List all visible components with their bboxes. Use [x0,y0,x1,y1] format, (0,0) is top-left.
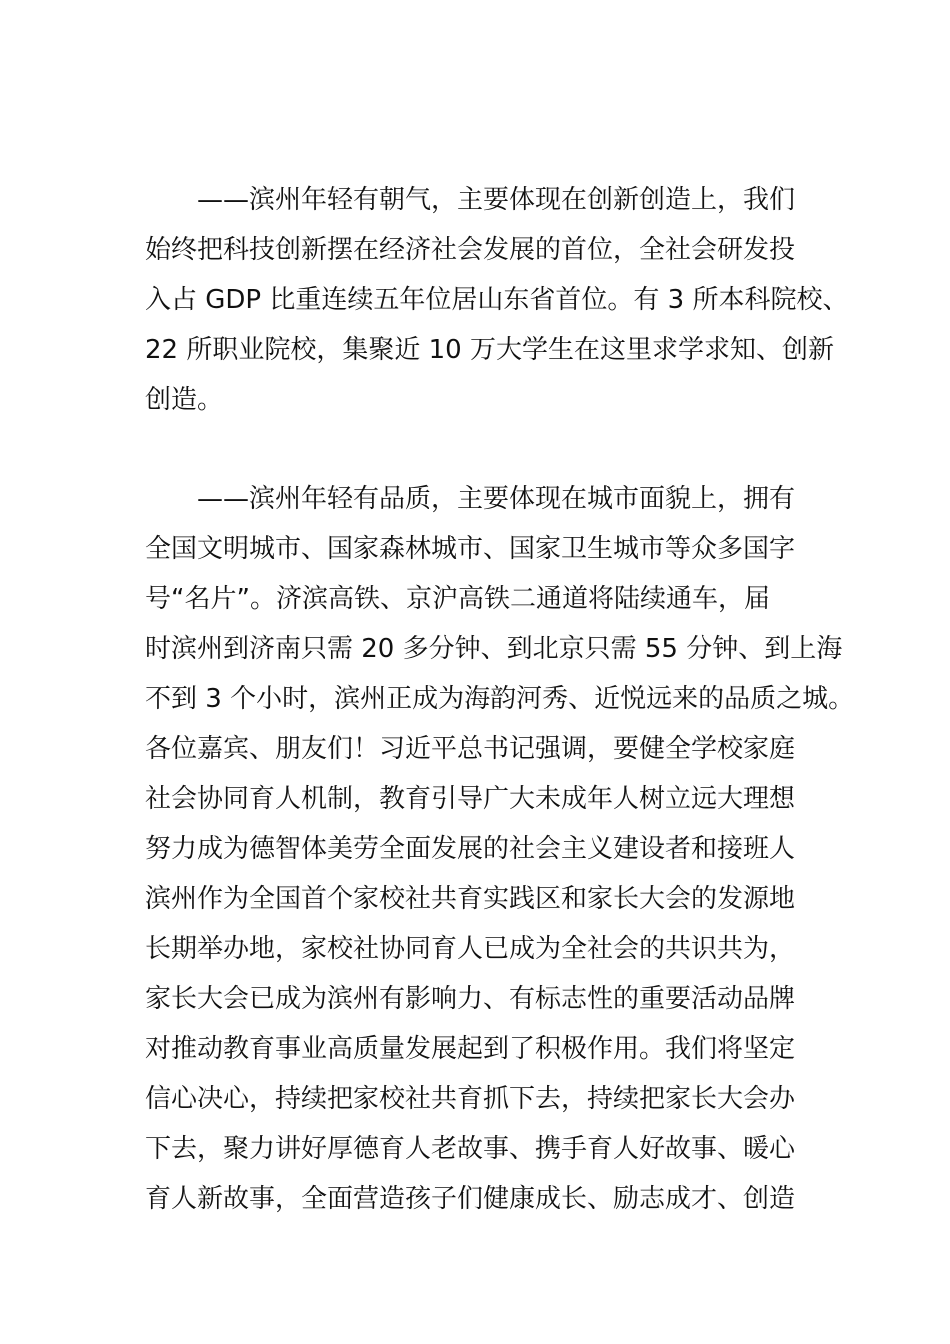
paragraph-1-line-5: 创造。 [145,385,224,415]
paragraph-2-line-8: 努力成为德智体美劳全面发展的社会主义建设者和接班人 [145,834,796,864]
paragraph-2-line-6: 各位嘉宾、朋友们！习近平总书记强调，要健全学校家庭 [145,734,796,764]
paragraph-2-line-5: 不到 3 个小时，滨州正成为海韵河秀、近悦远来的品质之城。 [145,684,855,714]
paragraph-2-line-12: 对推动教育事业高质量发展起到了积极作用。我们将坚定 [145,1034,796,1064]
paragraph-1-line-2: 始终把科技创新摆在经济社会发展的首位，全社会研发投 [145,235,796,265]
paragraph-2-line-15: 育人新故事，全面营造孩子们健康成长、励志成才、创造 [145,1184,796,1214]
paragraph-2-line-7: 社会协同育人机制，教育引导广大未成年人树立远大理想 [145,784,796,814]
paragraph-1-line-1: ——滨州年轻有朝气，主要体现在创新创造上，我们 [197,185,796,215]
paragraph-2-line-13: 信心决心，持续把家校社共育抓下去，持续把家长大会办 [145,1084,796,1114]
paragraph-2-line-4: 时滨州到济南只需 20 多分钟、到北京只需 55 分钟、到上海 [145,634,843,664]
paragraph-2-line-2: 全国文明城市、国家森林城市、国家卫生城市等众多国字 [145,534,796,564]
paragraph-2-line-11: 家长大会已成为滨州有影响力、有标志性的重要活动品牌 [145,984,796,1014]
paragraph-1-line-3: 入占 GDP 比重连续五年位居山东省首位。有 3 所本科院校、 [145,285,849,315]
paragraph-2-line-1: ——滨州年轻有品质，主要体现在城市面貌上，拥有 [197,484,796,514]
paragraph-2-line-14: 下去，聚力讲好厚德育人老故事、携手育人好故事、暖心 [145,1134,796,1164]
paragraph-2-line-10: 长期举办地，家校社协同育人已成为全社会的共识共为， [145,934,796,964]
paragraph-2-line-3: 号“名片”。济滨高铁、京沪高铁二通道将陆续通车，届 [145,584,770,614]
paragraph-1-line-4: 22 所职业院校，集聚近 10 万大学生在这里求学求知、创新 [145,335,834,365]
paragraph-2-line-9: 滨州作为全国首个家校社共育实践区和家长大会的发源地 [145,884,796,914]
